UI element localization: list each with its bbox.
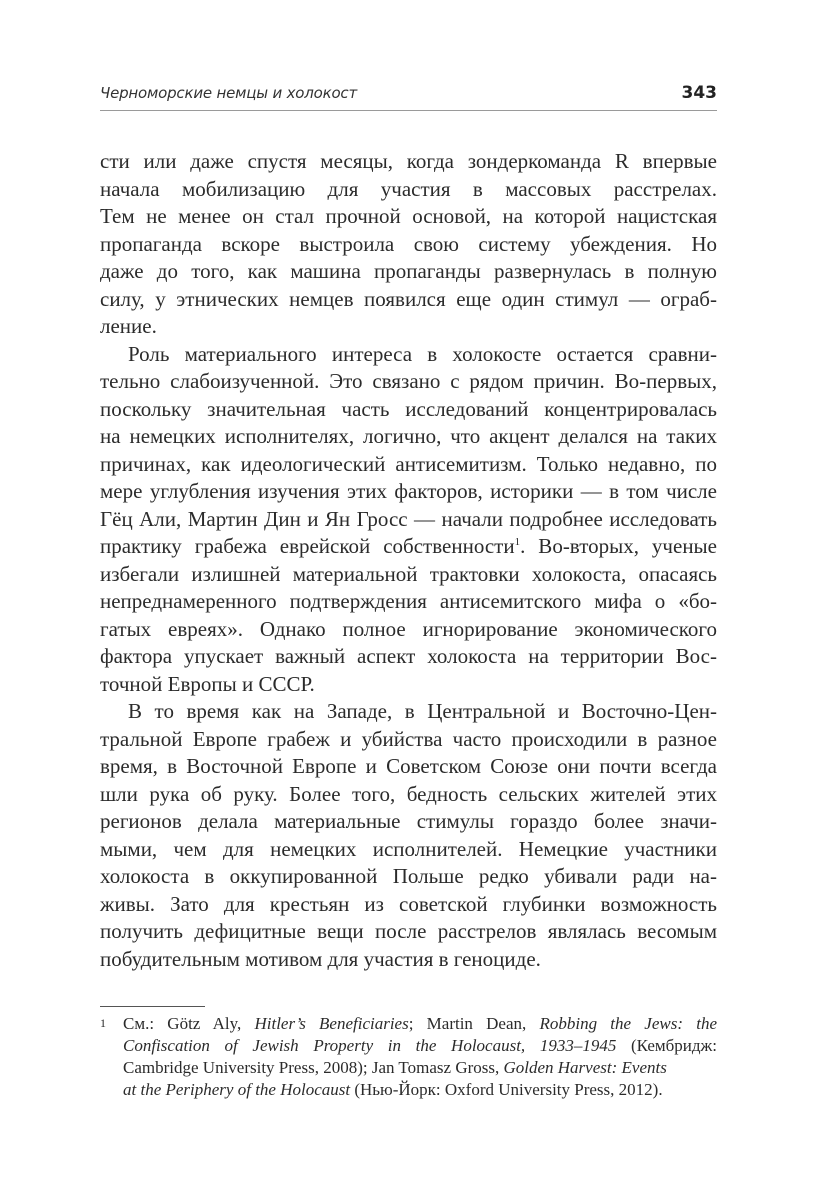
paragraph-3 — [100, 698, 717, 973]
footnote-text — [123, 1013, 717, 1101]
text-line: фактора упускает важный аспект холокоста на территории Вос- — [100, 644, 717, 668]
text-line: даже до того, как машина пропаганды развернулась в полную — [100, 259, 717, 283]
text-line: регионов делала материальные стимулы гораздо более значи- — [100, 809, 717, 833]
footnote-divider — [100, 1006, 205, 1007]
text-line: тельно слабоизученной. Это связано с рядом причин. Во-первых, — [100, 369, 717, 393]
running-header — [100, 84, 717, 111]
text-line: получить дефицитные вещи после расстрелов являлась весомым — [100, 919, 717, 943]
footnote-line — [123, 1079, 717, 1101]
book-title: Confiscation of Jewish Property in the Holocaust, 1933–1945 — [123, 1036, 617, 1055]
text-line: мере углубления изучения этих факторов, историки — в том числе — [100, 479, 717, 503]
running-title: Черноморские немцы и холокост — [100, 84, 358, 102]
text-segment: Cambridge University Press, 2008); Jan Tomasz Gross, — [123, 1058, 504, 1077]
book-title: Hitler’s Beneficiaries — [254, 1014, 409, 1033]
text-line: сти или даже спустя месяцы, когда зондеркоманда R впервые — [100, 149, 717, 173]
text-line: ление. — [100, 314, 157, 338]
paragraph-1 — [100, 148, 717, 341]
text-line: Тем не менее он стал прочной основой, на которой нацистская — [100, 204, 717, 228]
text-line: причинах, как идеологический антисемитизм. Только недавно, по — [100, 451, 717, 476]
body-text — [100, 148, 717, 973]
text-line: силу, у этнических немцев появился еще один стимул — ограб- — [100, 286, 717, 311]
text-line: гатых евреях». Однако полное игнорирование экономического — [100, 616, 717, 641]
text-line: точной Европы и СССР. — [100, 671, 315, 696]
text-line: Роль материального интереса в холокосте остается сравни- — [128, 341, 717, 366]
text-line: на немецких исполнителях, логично, что акцент делался на таких — [100, 424, 717, 448]
text-line: избегали излишней материальной трактовки холокоста, опасаясь — [100, 561, 717, 586]
book-title: Golden Harvest: Events — [503, 1058, 667, 1077]
text-line: пропаганда вскоре выстроила свою систему убеждения. Но — [100, 231, 717, 256]
footnote-reference[interactable]: 1 — [514, 536, 521, 548]
text-line: Гёц Али, Мартин Дин и Ян Гросс — начали подробнее исследовать — [100, 506, 717, 531]
text-segment: (Кембридж: — [616, 1036, 717, 1055]
text-segment: практику грабежа еврейской собственности — [100, 534, 515, 558]
text-line: побудительным мотивом для участия в геноциде. — [100, 946, 541, 971]
text-line: В то время как на Западе, в Центральной и Восточно-Цен- — [128, 699, 717, 723]
footnote-line — [123, 1013, 717, 1035]
page-number: 343 — [681, 83, 717, 103]
text-line: холокоста в оккупированной Польше редко убивали ради на- — [100, 864, 717, 888]
text-line: поскольку значительная часть исследований концентрировалась — [100, 396, 717, 421]
footnote-line — [123, 1035, 717, 1057]
text-segment: См.: Götz Aly, — [123, 1014, 255, 1033]
text-line-with-footnote — [100, 533, 717, 561]
book-title: Robbing the Jews: the — [539, 1014, 717, 1033]
text-line: непреднамеренного подтверждения антисемитского мифа о «бо- — [100, 589, 717, 613]
text-line: мыми, чем для немецких исполнителей. Немецкие участники — [100, 836, 717, 861]
text-segment: ; Martin Dean, — [408, 1014, 540, 1033]
text-line: начала мобилизацию для участия в массовых расстрелах. — [100, 176, 717, 201]
paragraph-2 — [100, 341, 717, 699]
footnote-line — [123, 1057, 717, 1079]
text-segment: . Во-вторых, ученые — [520, 534, 717, 558]
book-title: at the Periphery of the Holocaust — [123, 1080, 351, 1099]
text-line: шли рука об руку. Более того, бедность сельских жителей этих — [100, 781, 717, 806]
footnote-number: 1 — [100, 1016, 106, 1030]
text-line: время, в Восточной Европе и Советском Союзе они почти всегда — [100, 754, 717, 778]
text-line: тральной Европе грабеж и убийства часто происходили в разное — [100, 726, 717, 751]
text-line: живы. Зато для крестьян из советской глубинки возможность — [100, 891, 717, 916]
text-segment: (Нью-Йорк: Oxford University Press, 2012). — [350, 1080, 663, 1099]
